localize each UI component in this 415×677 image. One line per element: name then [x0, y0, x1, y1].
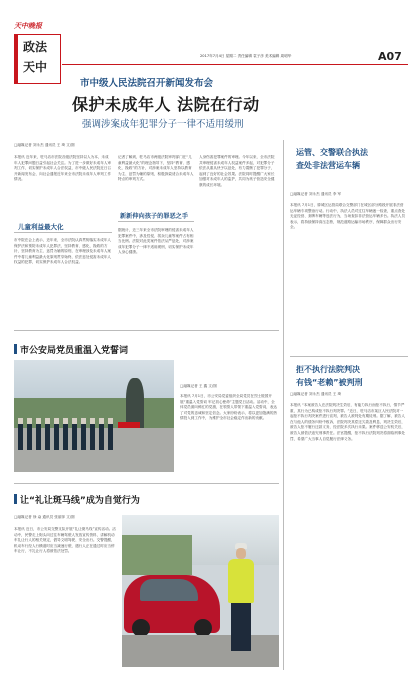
masthead-logo: 天中晚报: [14, 22, 42, 30]
party-story-text: 本报讯 7月1日，市公安局党委组织全局党员在烈士陵园开展“重温入党誓词 牢记初心使命”主题党日活动。活动中，全体党员面向鲜红的党旗，在领誓人带领下重温入党誓词，表达了对党的忠诚和坚定信念。大家纷纷表示，将以更加饱满的热情投入到工作中，为维护全市社会稳定作出新的贡献。: [180, 394, 278, 421]
zebra-story-accent: [14, 494, 17, 504]
lead-body-right: 人身伤害犯罪案件的审理。今年以来，全市法院共审理侵害未成年人权益案件多起，对犯罪分子依法从重从快予以惩处，有力震慑了犯罪分子，起到了良好的社会效果。法院同时提醒广大家长加强对未成年人的监护，共同为孩子营造安全健康的成长环境。: [199, 155, 275, 187]
lead-subtitle-2-text: 据统计，近三年来全市法院审理的侵害未成年人犯罪案件中，涉及性侵、拐卖儿童等案件占有相当比例。法院对此类案件依法从严惩处，对涉案成年犯罪分子一律不适用缓刑，切实保护未成年人身心健康。: [118, 228, 194, 255]
party-story-accent: [14, 344, 17, 354]
column-divider: [283, 140, 284, 670]
lead-subtitle-2-rule: [118, 221, 194, 222]
monument-silhouette: [126, 378, 144, 428]
right-story2-byline: □融媒记者 刘永杰 通讯员 王 琦: [290, 392, 342, 396]
traffic-officer: [228, 543, 254, 653]
section-name-1: 政法: [23, 40, 48, 54]
lead-kicker: 市中级人民法院召开新闻发布会: [80, 78, 214, 89]
lead-subtitle-2: 新新伸向孩子的罪恶之手: [120, 213, 189, 220]
lead-subhead: 强调涉案成年犯罪分子一律不适用缓刑: [82, 119, 244, 130]
right-story2-title-2: 有钱“老赖”被判刑: [296, 378, 363, 387]
zebra-story-byline: □融媒记者 徐 焱 通讯员 张丽萍 文/图: [14, 515, 75, 519]
page-number: A07: [378, 50, 402, 63]
party-story-byline: □融媒记者 王 鑫 文/图: [180, 384, 217, 388]
right-divider: [290, 356, 408, 357]
lead-subtitle-1-rule: [14, 232, 112, 233]
lead-body-mid: 记者了解到，驻马店市两级法院审判部门在“儿童利益最大化”的理念指导下，坚持“教育、感化、挽救”的方针，对涉案未成年人坚持以教育为主、惩罚为辅的原则，积极探索适合未成年人特点的审判方式。: [118, 155, 194, 182]
police-officers-row: [18, 420, 114, 450]
date-line: 2017年7月4日 星期二 责任编辑 袁子彦 美术编辑 周明华: [200, 54, 292, 58]
lead-body-left: 本报讯 近年来，驻马店市法院各级法院坚持以人为本，未成年人犯罪问题日益引起社会关注。为了进一步做好未成年人审判工作，切实保护未成年人合法权益，市中级人民法院近日召开新闻发布会，向社会通报近年来全市法院未成年人审判工作情况。: [14, 155, 112, 182]
lead-headline: 保护未成年人 法院在行动: [72, 95, 260, 114]
right-story1-title-1: 运管、交警联合执法: [296, 148, 368, 157]
right-story1-title-2: 查处非法营运车辆: [296, 161, 360, 170]
section-divider-1: [14, 330, 279, 331]
right-story2-text: 本报讯 “本案被告人在法院判决生效后，有能力执行而拒不执行，情节严重，其行为已构成拒不执行判决罪。”近日，驻马店市某区人民法院对一起拒不执行判决案件进行宣判，被告人被判处有期徒刑。据了解，被告人在与他人的债务纠纷中败诉，法院判决其偿还欠款及利息，判决生效后，被告人拒不履行还款义务，经法院多次执行未果。案件移送公安机关后，被告人被依法追究刑事责任。法官提醒，拒不执行法院判决将面临刑事处罚，希望广大当事人自觉履行法律义务。: [290, 403, 405, 441]
zebra-story-photo: [122, 515, 279, 667]
party-story-photo: [14, 360, 174, 472]
lead-subtitle-1: 儿童利益最大化: [18, 223, 64, 231]
right-story1-text: 本报讯 7月1日，驿城区运管局联合交警部门在城区部分路段开展非法营运车辆专项整治行动。行动中，执法人员对过往车辆逐一检查，重点查处无证经营、套牌车辆等违法行为，当场查扣非法营运车辆多台。执法人员表示，将持续保持高压态势，规范道路运输市场秩序，保障群众出行安全。: [290, 203, 405, 230]
section-name-2: 天中: [23, 60, 48, 74]
lead-subtitle-1-text: 市中院在会上表示，近年来，全市法院认真贯彻落实未成年人保护法和预防未成年人犯罪法，坚持教育、感化、挽救的方针，坚持教育为主、惩罚为辅的原则，在审理涉及未成年人案件中将儿童利益最大化原则贯穿始终，依法惩处侵害未成年人权益的犯罪，切实保护未成年人合法权益。: [14, 238, 112, 265]
zebra-story-text: 本报讯 近日，市公安局交警支队开展“礼让斑马线”宣传活动。活动中，民警走上街头向过往车辆驾驶人发放宣传资料，讲解机动车礼让行人的相关规定，倡导文明驾驶、安全出行。交警提醒，机动车行经人行横道时应当减速行驶，遇行人正在通过时应当停车让行，不礼让行人将被依法处罚。: [14, 527, 116, 554]
right-story2-title-1: 拒不执行法院判决: [296, 365, 360, 374]
zebra-story-headline: 让“礼让斑马线”成为自觉行为: [20, 496, 140, 506]
lead-byline: □融媒记者 刘永杰 通讯员 王 琦 文/图: [14, 143, 75, 147]
masthead-rule: [62, 64, 408, 65]
right-story1-byline: □融媒记者 刘永杰 通讯员 李 军: [290, 192, 342, 196]
section-divider-2: [14, 483, 279, 484]
party-story-headline: 市公安局党员重温入党誓词: [20, 346, 129, 356]
section-badge: [14, 34, 61, 84]
